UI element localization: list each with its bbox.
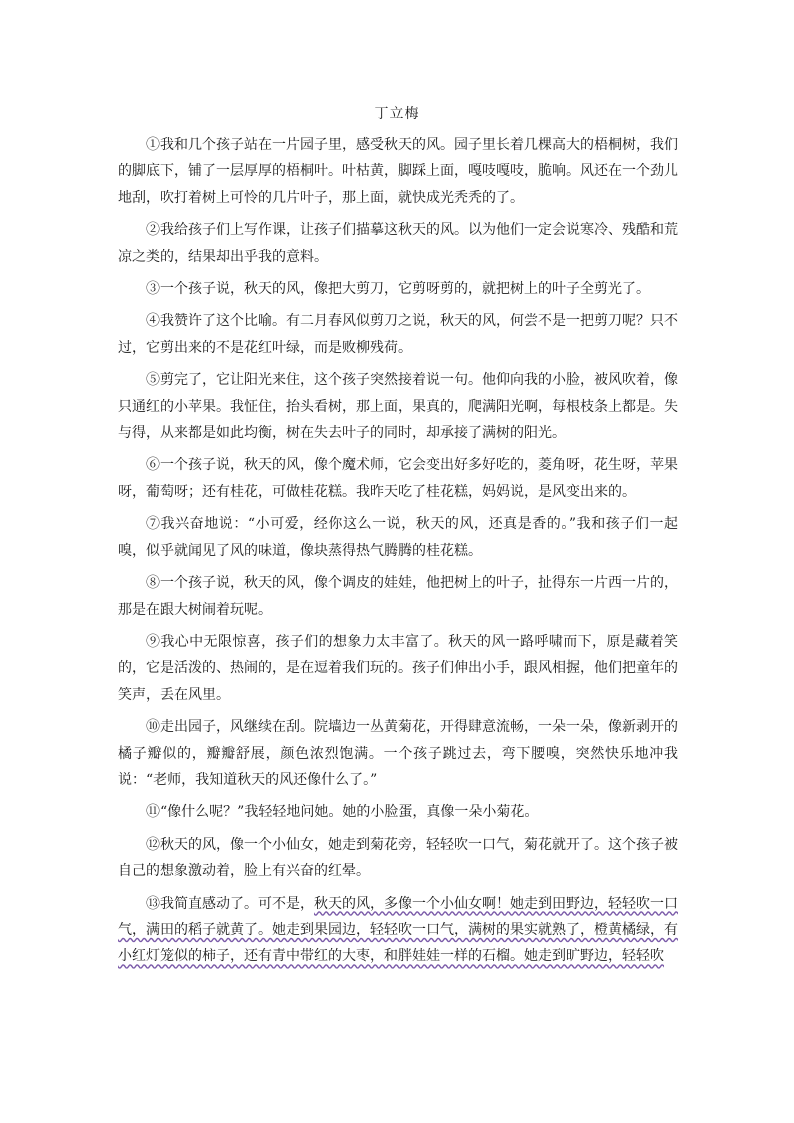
paragraph-3: ③一个孩子说，秋天的风，像把大剪刀，它剪呀剪的，就把树上的叶子全剪光了。 [146, 281, 650, 298]
paragraph-8: ⑧一个孩子说，秋天的风，像个调皮的娃娃，他把树上的叶子，扯得东一片西一片的，那是在跟大树闹着玩呢。 [118, 575, 678, 618]
article-body [118, 132, 678, 976]
paragraph-11: ⑪“像什么呢？”我轻轻地问她。她的小脸蛋，真像一朵小菊花。 [146, 804, 539, 821]
paragraph-12: ⑫秋天的风，像一个小仙女，她走到菊花旁，轻轻吹一口气，菊花就开了。这个孩子被自己的想象激动着，脸上有兴奋的红晕。 [118, 836, 678, 880]
paragraph-7: ⑦我兴奋地说：“小可爱，经你这么一说，秋天的风，还真是香的。”我和孩子们一起嗅，似乎就闻见了风的味道，像块蒸得热气腾腾的桂花糕。 [118, 516, 678, 559]
author-name: 丁立梅 [374, 106, 420, 122]
paragraph-1: ①我和几个孩子站在一片园子里，感受秋天的风。园子里长着几棵高大的梧桐树，我们的脚底下，铺了一层厚厚的梧桐叶。叶枯黄，脚踩上面，嘎吱嘎吱，脆响。风还在一个劲儿地刮，吹打着树上可怜的几片叶子，那上面，就快成光秃秃的了。 [118, 137, 678, 206]
paragraph-13 [118, 891, 678, 970]
paragraph-2: ②我给孩子们上写作课，让孩子们描摹这秋天的风。以为他们一定会说寒冷、残酷和荒凉之类的，结果却出乎我的意料。 [118, 222, 678, 265]
paragraph-13-plain: ⑬我简直感动了。可不是， [146, 895, 314, 912]
paragraph-9: ⑨我心中无限惊喜，孩子们的想象力太丰富了。秋天的风一路呼啸而下，原是藏着笑的，它是活泼的、热闹的，是在逗着我们玩的。孩子们伸出小手，跟风相握，他们把童年的笑声，丢在风里。 [118, 633, 678, 703]
paragraph-6: ⑥一个孩子说，秋天的风，像个魔术师，它会变出好多好吃的，菱角呀，花生呀，苹果呀，葡萄呀；还有桂花，可做桂花糕。我昨天吃了桂花糕，妈妈说，是风变出来的。 [118, 457, 678, 500]
paragraph-5: ⑤剪完了，它让阳光来住，这个孩子突然接着说一句。他仰向我的小脸，被风吹着，像只通红的小苹果。我怔住，抬头看树，那上面，果真的，爬满阳光啊，每根枝条上都是。失与得，从来都是如此均衡，树在失去叶子的同时，却承接了满树的阳光。 [118, 372, 678, 442]
paragraph-10: ⑩走出园子，风继续在刮。院墙边一丛黄菊花，开得肆意流畅，一朵一朵，像新剥开的橘子瓣似的，瓣瓣舒展，颜色浓烈饱满。一个孩子跳过去，弯下腰嗅，突然快乐地冲我说：“老师，我知道秋天的风还像什么了。” [118, 719, 678, 788]
paragraph-4: ④我赞许了这个比喻。有二月春风似剪刀之说，秋天的风，何尝不是一把剪刀呢？只不过，它剪出来的不是花红叶绿，而是败柳残荷。 [118, 313, 678, 356]
paragraph-13-underlined: 秋天的风，多像一个小仙女啊！她走到田野边，轻轻吹一口气，满田的稻子就黄了。她走到果园边，轻轻吹一口气，满树的果实就熟了，橙黄橘绿，有小红灯笼似的柿子，还有青中带红的大枣，和胖娃娃一样的石榴。她走到旷野边，轻轻吹 [118, 895, 678, 965]
